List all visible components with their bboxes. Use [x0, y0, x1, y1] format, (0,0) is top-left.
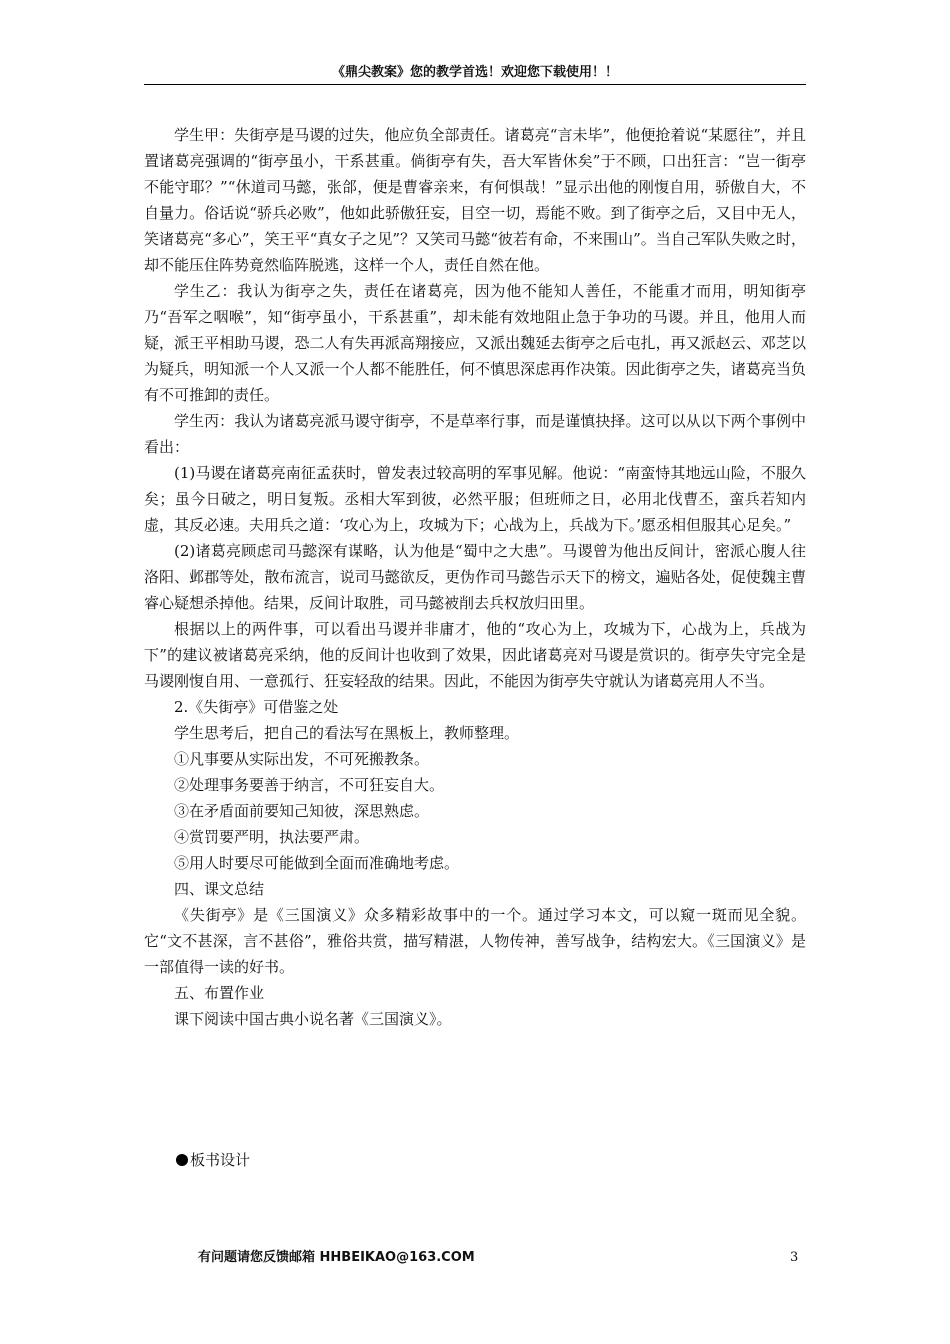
paragraph-homework: 课下阅读中国古典小说名著《三国演义》。 — [174, 1010, 452, 1028]
paragraph-conclusion: 根据以上的两件事，可以看出马谡并非庸才，他的“攻心为上，攻城为下，心战为上，兵战为下”的建议被诸葛亮采纳，他的反间计也收到了效果，因此诸葛亮对马谡是赏识的。街亭失守完全是马谡刚愎自用、一意孤行、狂妄轻敌的结果。因此，不能因为街亭失守就认为诸葛亮用人不当。 — [144, 620, 806, 690]
list-item: ④赏罚要严明，执法要严肃。 — [174, 828, 370, 846]
paragraph-example-1: (1)马谡在诸葛亮南征孟获时，曾发表过较高明的军事见解。他说：“南蛮恃其地远山险，不服久矣；虽今日破之，明日复叛。丞相大军到彼，必然平服；但班师之日，必用北伐曹丕，蛮兵若知内虚，其反必速。夫用兵之道：‘攻心为上，攻城为下；心战为上，兵战为下。’愿丞相但服其心足矣。” — [144, 464, 806, 534]
paragraph-student-a: 学生甲：失街亭是马谡的过失，他应负全部责任。诸葛亮“言未毕”，他便抢着说“某愿往”，并且置诸葛亮强调的“街亭虽小，干系甚重。倘街亭有失，吾大军皆休矣”于不顾，口出狂言：“岂一街亭不能守耶？”“休道司马懿，张郃，便是曹睿亲来，有何惧哉！”显示出他的刚愎自用，骄傲自大，不自量力。俗话说“骄兵必败”，他如此骄傲狂妄，目空一切，焉能不败。到了街亭之后，又目中无人，笑诸葛亮“多心”，笑王平“真女子之见”？又笑司马懿“彼若有命，不来围山”。当自己军队失败之时，却不能压住阵势竟然临阵脱逃，这样一个人，责任自然在他。 — [144, 126, 806, 274]
list-item: ②处理事务要善于纳言，不可狂妄自大。 — [174, 776, 445, 794]
paragraph-student-b: 学生乙：我认为街亭之失，责任在诸葛亮，因为他不能知人善任，不能重才而用，明知街亭乃“吾军之咽喉”，知“街亭虽小，干系甚重”，却未能有效地阻止急于争功的马谡。并且，他用人而疑，派王平相助马谡，恐二人有失再派高翔接应，又派出魏延去街亭之后屯扎，再又派赵云、邓芝以为疑兵，明知派一个人又派一个人都不能胜任，何不慎思深虑再作决策。因此街亭之失，诸葛亮当负有不可推卸的责任。 — [144, 282, 806, 404]
page-header: 《鼎尖教案》您的教学首选！欢迎您下载使用！！ — [144, 62, 806, 85]
list-item: ⑤用人时要尽可能做到全面而准确地考虑。 — [174, 854, 460, 872]
board-design-heading — [176, 1147, 250, 1173]
paragraph-summary: 《失街亭》是《三国演义》众多精彩故事中的一个。通过学习本文，可以窥一斑而见全貌。它“文不甚深，言不甚俗”，雅俗共赏，描写精湛，人物传神，善写战争，结构宏大。《三国演义》是一部值得一读的好书。 — [144, 906, 806, 976]
paragraph-example-2: (2)诸葛亮顾虑司马懿深有谋略，认为他是“蜀中之大患”。马谡曾为他出反间计，密派心腹人往洛阳、邺郡等处，散布流言，说司马懿欲反，更伪作司马懿告示天下的榜文，遍贴各处，促使魏主曹睿心疑想杀掉他。结果，反间计取胜，司马懿被削去兵权放归田里。 — [144, 542, 806, 612]
section-heading-summary: 四、课文总结 — [174, 880, 265, 898]
document-body — [144, 122, 806, 1032]
list-item: ①凡事要从实际出发，不可死搬教条。 — [174, 750, 430, 768]
list-item: ③在矛盾面前要知己知彼，深思熟虑。 — [174, 802, 430, 820]
board-design-label: 板书设计 — [190, 1151, 251, 1169]
page-number: 3 — [790, 1250, 799, 1265]
paragraph-instruction: 学生思考后，把自己的看法写在黑板上，教师整理。 — [174, 724, 520, 742]
section-heading-lessons: 2.《失街亭》可借鉴之处 — [174, 698, 339, 716]
bullet-icon — [176, 1154, 188, 1166]
section-heading-homework: 五、布置作业 — [174, 984, 265, 1002]
paragraph-student-c: 学生丙：我认为诸葛亮派马谡守街亭，不是草率行事，而是谨慎抉择。这可以从以下两个事例中看出： — [144, 412, 806, 456]
footer-feedback: 有问题请您反馈邮箱 HHBEIKAO@163.COM — [198, 1250, 475, 1265]
